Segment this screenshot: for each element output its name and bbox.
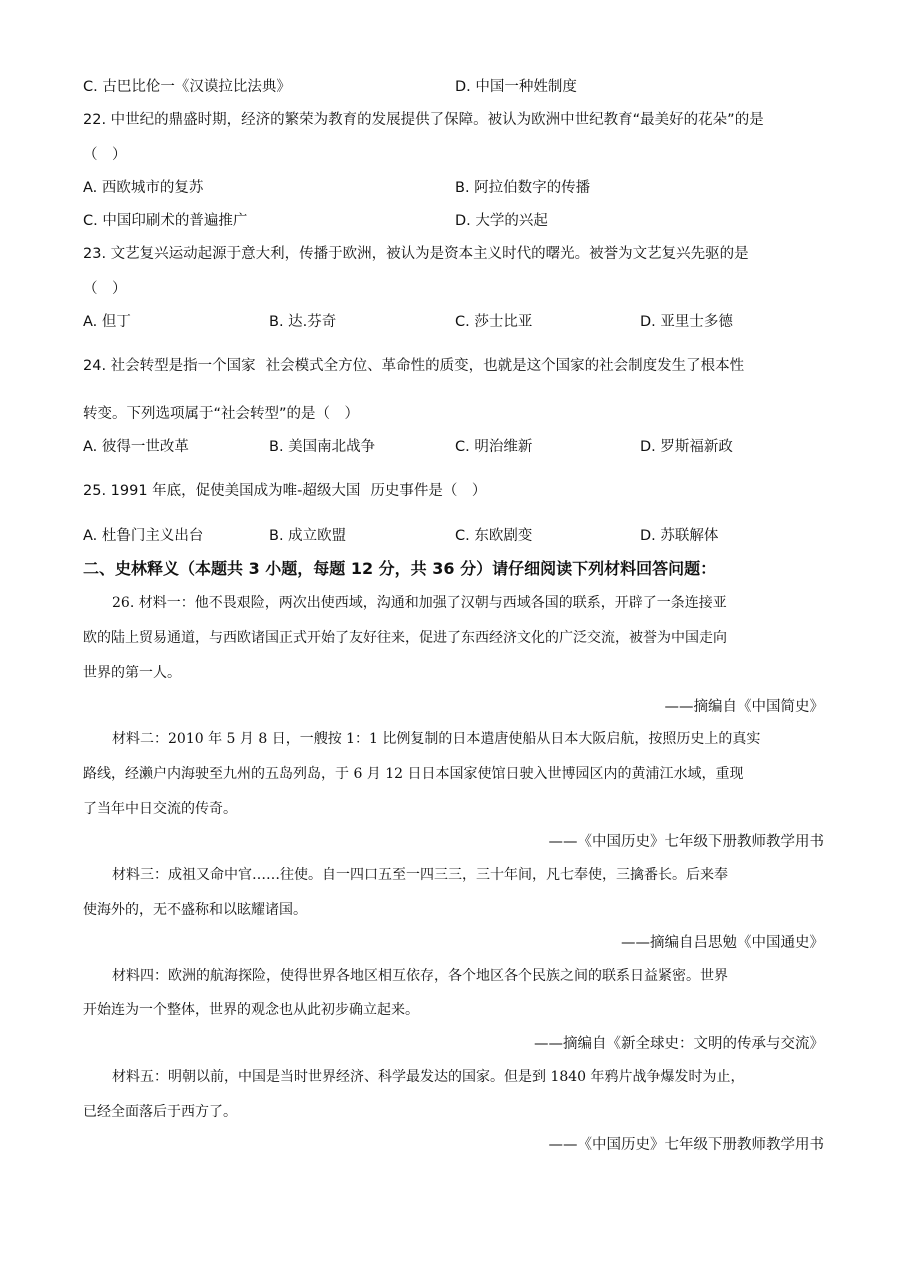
q25-option-d: D. 苏联解体 bbox=[640, 528, 719, 544]
q24-stem-line1 bbox=[83, 356, 744, 376]
q26-material2-line1: 材料二：2010 年 5 月 8 日，一艘按 1：1 比例复制的日本遣唐使船从日本大阪启航，按照历史上的真实 bbox=[112, 731, 761, 747]
q25-stem-part1: 25. 1991 年底，促使美国成为唯-超级大国 bbox=[83, 483, 361, 499]
q26-material1-line2: 欧的陆上贸易通道，与西欧诸国正式开始了友好往来，促进了东西经济文化的广泛交流，被誉为中国走向 bbox=[83, 630, 727, 646]
q22-option-c: C. 中国印刷术的普遍推广 bbox=[83, 213, 248, 229]
q26-material4-line2: 开始连为一个整体，世界的观念也从此初步确立起来。 bbox=[83, 1002, 419, 1018]
q26-material3-line1: 材料三：成祖又命中官……往使。自一四口五至一四三三，三十年间，凡七奉使，三擒番长。后来奉 bbox=[112, 867, 728, 883]
q23-option-b: B. 达.芬奇 bbox=[269, 314, 337, 330]
q26-material5-line2: 已经全面落后于西方了。 bbox=[83, 1104, 237, 1120]
q26-material4-source: ——摘编自《新全球史：文明的传承与交流》 bbox=[534, 1036, 824, 1052]
q26-material2-source: ——《中国历史》七年级下册教师教学用书 bbox=[548, 834, 824, 850]
q21-option-c: C. 古巴比伦一《汉谟拉比法典》 bbox=[83, 79, 291, 95]
q24-stem-line2: 转变。下列选项属于“社会转型”的是（ ） bbox=[83, 406, 360, 422]
section-heading: 二、史林释义（本题共 3 小题，每题 12 分，共 36 分）请仔细阅读下列材料回答问题： bbox=[83, 559, 717, 578]
q22-option-a: A. 西欧城市的复苏 bbox=[83, 180, 204, 196]
q24-option-c: C. 明治维新 bbox=[455, 439, 533, 455]
q23-option-a: A. 但丁 bbox=[83, 314, 131, 330]
q25-option-b: B. 成立欧盟 bbox=[269, 528, 347, 544]
q24-stem-part1: 24. 社会转型是指一个国家 bbox=[83, 358, 256, 374]
q24-option-d: D. 罗斯福新政 bbox=[640, 439, 733, 455]
q24-stem-part2: 社会模式全方位、革命性的质变，也就是这个国家的社会制度发生了根本性 bbox=[265, 358, 745, 374]
q22-stem: 22. 中世纪的鼎盛时期，经济的繁荣为教育的发展提供了保障。被认为欧洲中世纪教育“最美好的花朵”的是 bbox=[83, 112, 764, 128]
q24-option-b: B. 美国南北战争 bbox=[269, 439, 376, 455]
q26-material1-line1: 26. 材料一：他不畏艰险，两次出使西域，沟通和加强了汉朝与西域各国的联系，开辟了一条连接亚 bbox=[112, 595, 727, 611]
q21-option-d: D. 中国一种姓制度 bbox=[455, 79, 577, 95]
q26-material3-line2: 使海外的，无不盛称和以眩耀诸国。 bbox=[83, 902, 307, 918]
q26-material1-line3: 世界的第一人。 bbox=[83, 665, 181, 681]
q22-option-d: D. 大学的兴起 bbox=[455, 213, 548, 229]
q25-stem-part2: 历史事件是（ ） bbox=[370, 483, 487, 499]
q23-answer-paren: （ ） bbox=[83, 281, 127, 297]
q26-material3-source: ——摘编自吕思勉《中国通史》 bbox=[621, 935, 824, 951]
q23-stem: 23. 文艺复兴运动起源于意大利，传播于欧洲，被认为是资本主义时代的曙光。被誉为文艺复兴先驱的是 bbox=[83, 246, 749, 262]
q26-material2-line2: 路线，经濑户内海驶至九州的五岛列岛，于 6 月 12 日日本国家使馆日驶入世博园区内的黄浦江水域，重现 bbox=[83, 766, 744, 782]
q26-material1-source: ——摘编自《中国简史》 bbox=[664, 699, 824, 715]
q25-option-c: C. 东欧剧变 bbox=[455, 528, 533, 544]
q25-option-a: A. 杜鲁门主义出台 bbox=[83, 528, 204, 544]
q26-material2-line3: 了当年中日交流的传奇。 bbox=[83, 801, 237, 817]
q26-material5-line1: 材料五：明朝以前，中国是当时世界经济、科学最发达的国家。但是到 1840 年鸦片战争爆发时为止， bbox=[112, 1069, 745, 1085]
q23-option-c: C. 莎士比亚 bbox=[455, 314, 533, 330]
q26-material5-source: ——《中国历史》七年级下册教师教学用书 bbox=[548, 1137, 824, 1153]
q22-option-b: B. 阿拉伯数字的传播 bbox=[455, 180, 591, 196]
q23-option-d: D. 亚里士多德 bbox=[640, 314, 733, 330]
q24-option-a: A. 彼得一世改革 bbox=[83, 439, 189, 455]
q25-stem bbox=[83, 481, 486, 501]
q26-material4-line1: 材料四：欧洲的航海探险，使得世界各地区相互依存，各个地区各个民族之间的联系日益紧密。世界 bbox=[112, 968, 728, 984]
q22-answer-paren: （ ） bbox=[83, 147, 127, 163]
